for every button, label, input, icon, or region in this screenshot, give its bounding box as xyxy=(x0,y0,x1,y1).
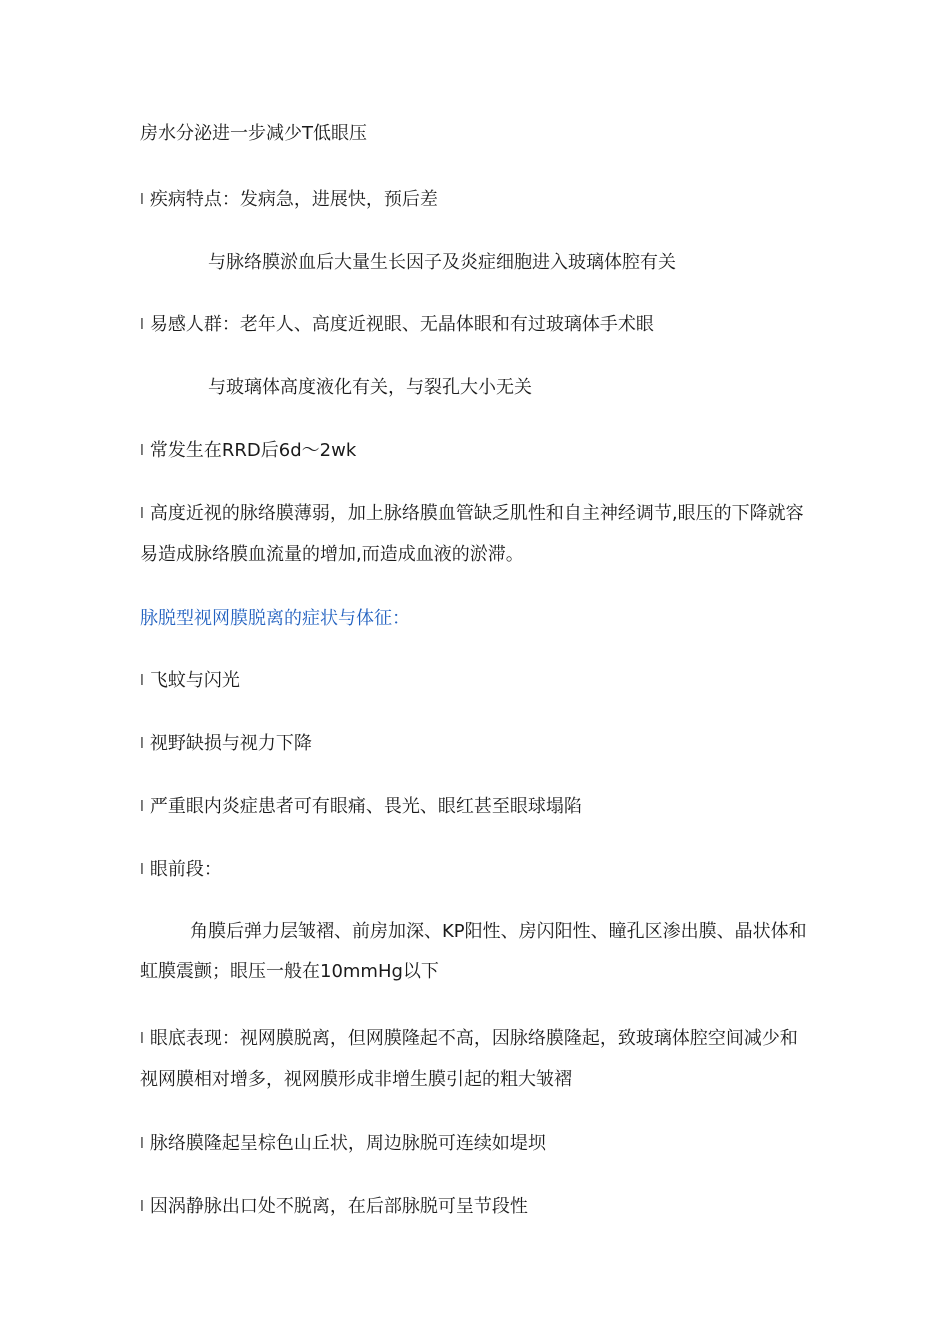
bullet-disease-features xyxy=(140,180,810,221)
bullet-text: 常发生在RRD后6d〜2wk xyxy=(149,440,357,461)
bullet-choroidal-elevation xyxy=(140,1124,810,1165)
bullet-text: 疾病特点：发病急，进展快，预后差 xyxy=(149,189,438,210)
heading-text: 脉脱型视网膜脱离的症状与体征： xyxy=(140,608,410,629)
bullet-marker: l xyxy=(140,192,144,208)
bullet-text: 飞蚊与闪光 xyxy=(149,670,240,691)
bullet-onset-time xyxy=(140,431,810,472)
bullet-text: 眼底表现：视网膜脱离，但网膜隆起不高，因脉络膜隆起，致玻璃体腔空间减少和视网膜相对增多，视网膜形成非增生膜引起的粗大皱褶 xyxy=(140,1028,798,1090)
bullet-marker: l xyxy=(140,1031,144,1047)
bullet-text: 因涡静脉出口处不脱离，在后部脉脱可呈节段性 xyxy=(149,1196,528,1217)
bullet-visual-field xyxy=(140,724,810,765)
paragraph-text: 房水分泌进一步减少T低眼压 xyxy=(140,123,367,144)
bullet-marker: l xyxy=(140,1136,144,1152)
bullet-marker: l xyxy=(140,862,144,878)
paragraph-low-iop xyxy=(140,114,810,154)
paragraph-text: 角膜后弹力层皱褶、前房加深、KP阳性、房闪阳性、瞳孔区渗出膜、晶状体和虹膜震颤；眼压一般在10mmHg以下 xyxy=(140,921,807,982)
bullet-floaters xyxy=(140,661,810,702)
paragraph-text: 与玻璃体高度液化有关，与裂孔大小无关 xyxy=(208,377,532,398)
bullet-text: 易感人群：老年人、高度近视眼、无晶体眼和有过玻璃体手术眼 xyxy=(149,314,654,335)
bullet-text: 眼前段： xyxy=(149,859,222,880)
paragraph-anterior-findings xyxy=(140,912,810,992)
paragraph-growth-factors xyxy=(208,243,808,283)
bullet-marker: l xyxy=(140,506,144,522)
bullet-anterior-segment xyxy=(140,850,810,891)
bullet-marker: l xyxy=(140,799,144,815)
bullet-text: 视野缺损与视力下降 xyxy=(149,733,312,754)
bullet-text: 脉络膜隆起呈棕色山丘状，周边脉脱可连续如堤坝 xyxy=(149,1133,546,1154)
bullet-marker: l xyxy=(140,1199,144,1215)
paragraph-vitreous-liquefaction xyxy=(208,368,808,408)
paragraph-text: 与脉络膜淤血后大量生长因子及炎症细胞进入玻璃体腔有关 xyxy=(208,252,676,273)
bullet-marker: l xyxy=(140,317,144,333)
bullet-susceptible-population xyxy=(140,305,810,346)
section-heading-symptoms xyxy=(140,599,810,639)
bullet-fundus-findings xyxy=(140,1019,810,1100)
bullet-marker: l xyxy=(140,736,144,752)
bullet-inflammation xyxy=(140,787,810,828)
bullet-vortex-vein xyxy=(140,1187,810,1228)
bullet-marker: l xyxy=(140,443,144,459)
bullet-marker: l xyxy=(140,673,144,689)
bullet-text: 严重眼内炎症患者可有眼痛、畏光、眼红甚至眼球塌陷 xyxy=(149,796,582,817)
bullet-high-myopia xyxy=(140,494,810,575)
bullet-text: 高度近视的脉络膜薄弱，加上脉络膜血管缺乏肌性和自主神经调节,眼压的下降就容易造成脉络膜血流量的增加,而造成血液的淤滞。 xyxy=(140,503,804,565)
